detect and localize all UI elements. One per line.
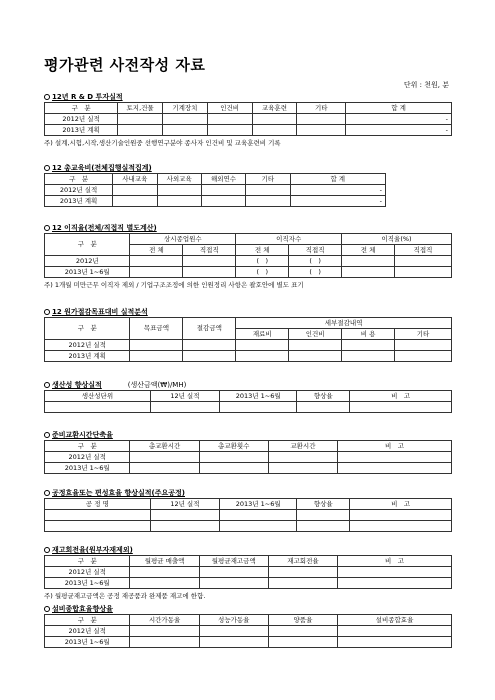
paren-cell: ( ) (289, 256, 342, 267)
header-cell: 비 고 (350, 499, 452, 510)
section-title: 설비종합효율향상율 (52, 605, 113, 613)
section-rnd-investment (44, 92, 452, 147)
section-title: 12 총교육비(전체집행실적집계) (52, 164, 152, 172)
equipment-efficiency-table (44, 614, 452, 648)
inventory-table (44, 555, 452, 589)
header-cell: 구 분 (45, 556, 130, 567)
header-cell: 시간가동율 (130, 615, 199, 626)
table-row (45, 185, 386, 196)
section-changeover-time (44, 430, 452, 474)
table-header-row (45, 556, 452, 567)
paren-cell: ( ) (236, 256, 289, 267)
rnd-table (44, 102, 452, 136)
header-cell: 해외연수 (201, 174, 245, 185)
changeover-table (44, 440, 452, 474)
total-cell: - (346, 114, 452, 125)
row-label: 2013년 계획 (45, 125, 118, 136)
unit-label: 단위 : 천원, 분 (403, 81, 449, 89)
circle-bullet-icon (44, 225, 50, 231)
header-cell: 구 분 (45, 441, 130, 452)
header-cell: 직접직 (183, 245, 236, 256)
header-cell: 구 분 (45, 103, 118, 114)
header-cell: 목표금액 (130, 318, 183, 340)
section-title: 12 이직율(전체/직접직 별도계산) (52, 224, 157, 232)
table-row (45, 578, 452, 589)
row-label: 2013년 1~6월 (45, 463, 130, 474)
header-cell: 이직율(%) (342, 234, 452, 245)
table-header-row (45, 103, 452, 114)
section-title: 준비교환시간단축율 (52, 431, 113, 439)
table-row (45, 256, 452, 267)
header-cell: 직접직 (395, 245, 452, 256)
header-cell: 직접직 (289, 245, 342, 256)
header-cell: 향상율 (297, 391, 350, 402)
section-title: 생산성 향상실적 (52, 381, 102, 389)
circle-bullet-icon (44, 547, 50, 553)
circle-bullet-icon (44, 165, 50, 171)
section-title: 공정효율또는 편성효율 향상실적(주요공정) (52, 489, 185, 497)
header-cell: 월평균재고금액 (199, 556, 268, 567)
header-cell: 비 고 (350, 391, 452, 402)
row-label: 2012년 실적 (45, 340, 130, 351)
turnover-table (44, 233, 452, 278)
section-cost-reduction (44, 307, 452, 362)
header-cell: 총교환시간 (130, 441, 199, 452)
table-row (45, 521, 452, 532)
header-cell: 월평균 매출액 (130, 556, 199, 567)
circle-bullet-icon (44, 432, 50, 438)
section-note: 주) 1개월 미만근무 이직자 제외 / 기업구조조정에 의한 인원정리 사항은 괄호안에 별도 표기 (44, 281, 304, 289)
row-label: 2013년 1~6월 (45, 637, 130, 648)
section-education-cost (44, 163, 386, 207)
header-cell: 합 계 (290, 174, 386, 185)
total-cell: - (290, 185, 386, 196)
header-cell: 향상율 (297, 499, 350, 510)
paren-cell: ( ) (236, 267, 289, 278)
table-row (45, 125, 452, 136)
section-title: 재고회전율(원부자재제외) (52, 546, 133, 554)
circle-bullet-icon (44, 309, 50, 315)
circle-bullet-icon (44, 382, 50, 388)
header-cell: 절감금액 (183, 318, 236, 340)
header-cell: 토지,건물 (118, 103, 163, 114)
header-cell: 설비종합효율 (338, 615, 452, 626)
header-cell: 기타 (246, 174, 290, 185)
header-cell: 교환시간 (268, 441, 337, 452)
row-label: 2012년 실적 (45, 185, 113, 196)
header-cell: 전 체 (342, 245, 395, 256)
table-row (45, 402, 452, 413)
header-cell: 인건비 (289, 329, 342, 340)
header-cell: 12년 실적 (150, 391, 219, 402)
section-equipment-efficiency (44, 604, 452, 648)
table-header-row (45, 391, 452, 402)
row-label: 2013년 계획 (45, 351, 130, 362)
header-cell: 성능가동율 (199, 615, 268, 626)
header-cell: 사내교육 (113, 174, 157, 185)
section-process-efficiency (44, 488, 452, 532)
row-label: 2012년 실적 (45, 626, 130, 637)
circle-bullet-icon (44, 94, 50, 100)
section-productivity (44, 380, 452, 413)
table-row (45, 340, 452, 351)
section-turnover-rate (44, 223, 452, 289)
row-label: 2013년 계획 (45, 196, 113, 207)
section-inventory-turnover (44, 545, 452, 600)
header-cell: 비 용 (342, 329, 395, 340)
header-cell: 구 분 (45, 615, 130, 626)
row-label: 2012년 실적 (45, 114, 118, 125)
header-cell: 구 분 (45, 174, 113, 185)
header-cell: 전 체 (130, 245, 183, 256)
header-cell: 양품율 (268, 615, 337, 626)
paren-cell: ( ) (289, 267, 342, 278)
section-note: 주) 설계,시험,시작,생산기술인원중 선행연구분야 종사자 인건비 및 교육훈련비 기록 (44, 139, 281, 147)
table-header-row (45, 441, 452, 452)
table-row (45, 351, 452, 362)
header-cell: 이직자수 (236, 234, 342, 245)
table-row (45, 567, 452, 578)
education-table (44, 173, 386, 207)
table-header-row (45, 499, 452, 510)
header-cell: 총교환횟수 (199, 441, 268, 452)
productivity-table (44, 390, 452, 413)
table-header-row (45, 318, 452, 329)
header-cell: 공 정 명 (45, 499, 151, 510)
header-cell: 합 계 (346, 103, 452, 114)
header-cell: 교육훈련 (252, 103, 297, 114)
row-label: 2013년 1~6월 (45, 267, 130, 278)
table-row (45, 267, 452, 278)
row-label: 2012년 (45, 256, 130, 267)
total-cell: - (290, 196, 386, 207)
table-row (45, 626, 452, 637)
section-title: 12년 R & D 투자실적 (52, 93, 123, 101)
section-title: 12 원가절감목표대비 실적분석 (52, 308, 148, 316)
header-cell: 인건비 (207, 103, 252, 114)
cost-reduction-table (44, 317, 452, 362)
header-cell: 비 고 (338, 556, 452, 567)
header-cell: 기타 (297, 103, 346, 114)
row-label: 2013년 1~6월 (45, 578, 130, 589)
row-label: 2012년 실적 (45, 452, 130, 463)
table-row (45, 196, 386, 207)
table-row (45, 452, 452, 463)
header-cell: 생산성단위 (45, 391, 151, 402)
header-cell: 기계장치 (163, 103, 208, 114)
header-cell: 2013년 1~6월 (220, 391, 297, 402)
total-cell: - (346, 125, 452, 136)
header-cell: 2013년 1~6월 (220, 499, 297, 510)
header-cell: 세부절감내역 (236, 318, 452, 329)
header-cell: 기타 (395, 329, 452, 340)
header-cell: 상시종업원수 (130, 234, 236, 245)
header-cell: 사외교육 (157, 174, 201, 185)
process-efficiency-table (44, 498, 452, 532)
page-title: 평가관련 사전작성 자료 (44, 56, 206, 74)
table-row (45, 463, 452, 474)
table-header-row (45, 234, 452, 245)
section-note: 주) 월평균재고금액은 공정 재공품과 완제품 재고에 한함. (44, 592, 206, 600)
table-header-row (45, 615, 452, 626)
header-cell: 재료비 (236, 329, 289, 340)
header-cell: 12년 실적 (150, 499, 219, 510)
header-cell: 구 분 (45, 234, 130, 256)
section-aside: (생산금액(₩)/MH) (127, 381, 187, 389)
table-row (45, 637, 452, 648)
table-row (45, 114, 452, 125)
circle-bullet-icon (44, 606, 50, 612)
table-row (45, 510, 452, 521)
row-label: 2012년 실적 (45, 567, 130, 578)
table-header-row (45, 174, 386, 185)
circle-bullet-icon (44, 490, 50, 496)
header-cell: 비 고 (338, 441, 452, 452)
header-cell: 구 분 (45, 318, 130, 340)
header-cell: 재고회전율 (268, 556, 337, 567)
header-cell: 전 체 (236, 245, 289, 256)
